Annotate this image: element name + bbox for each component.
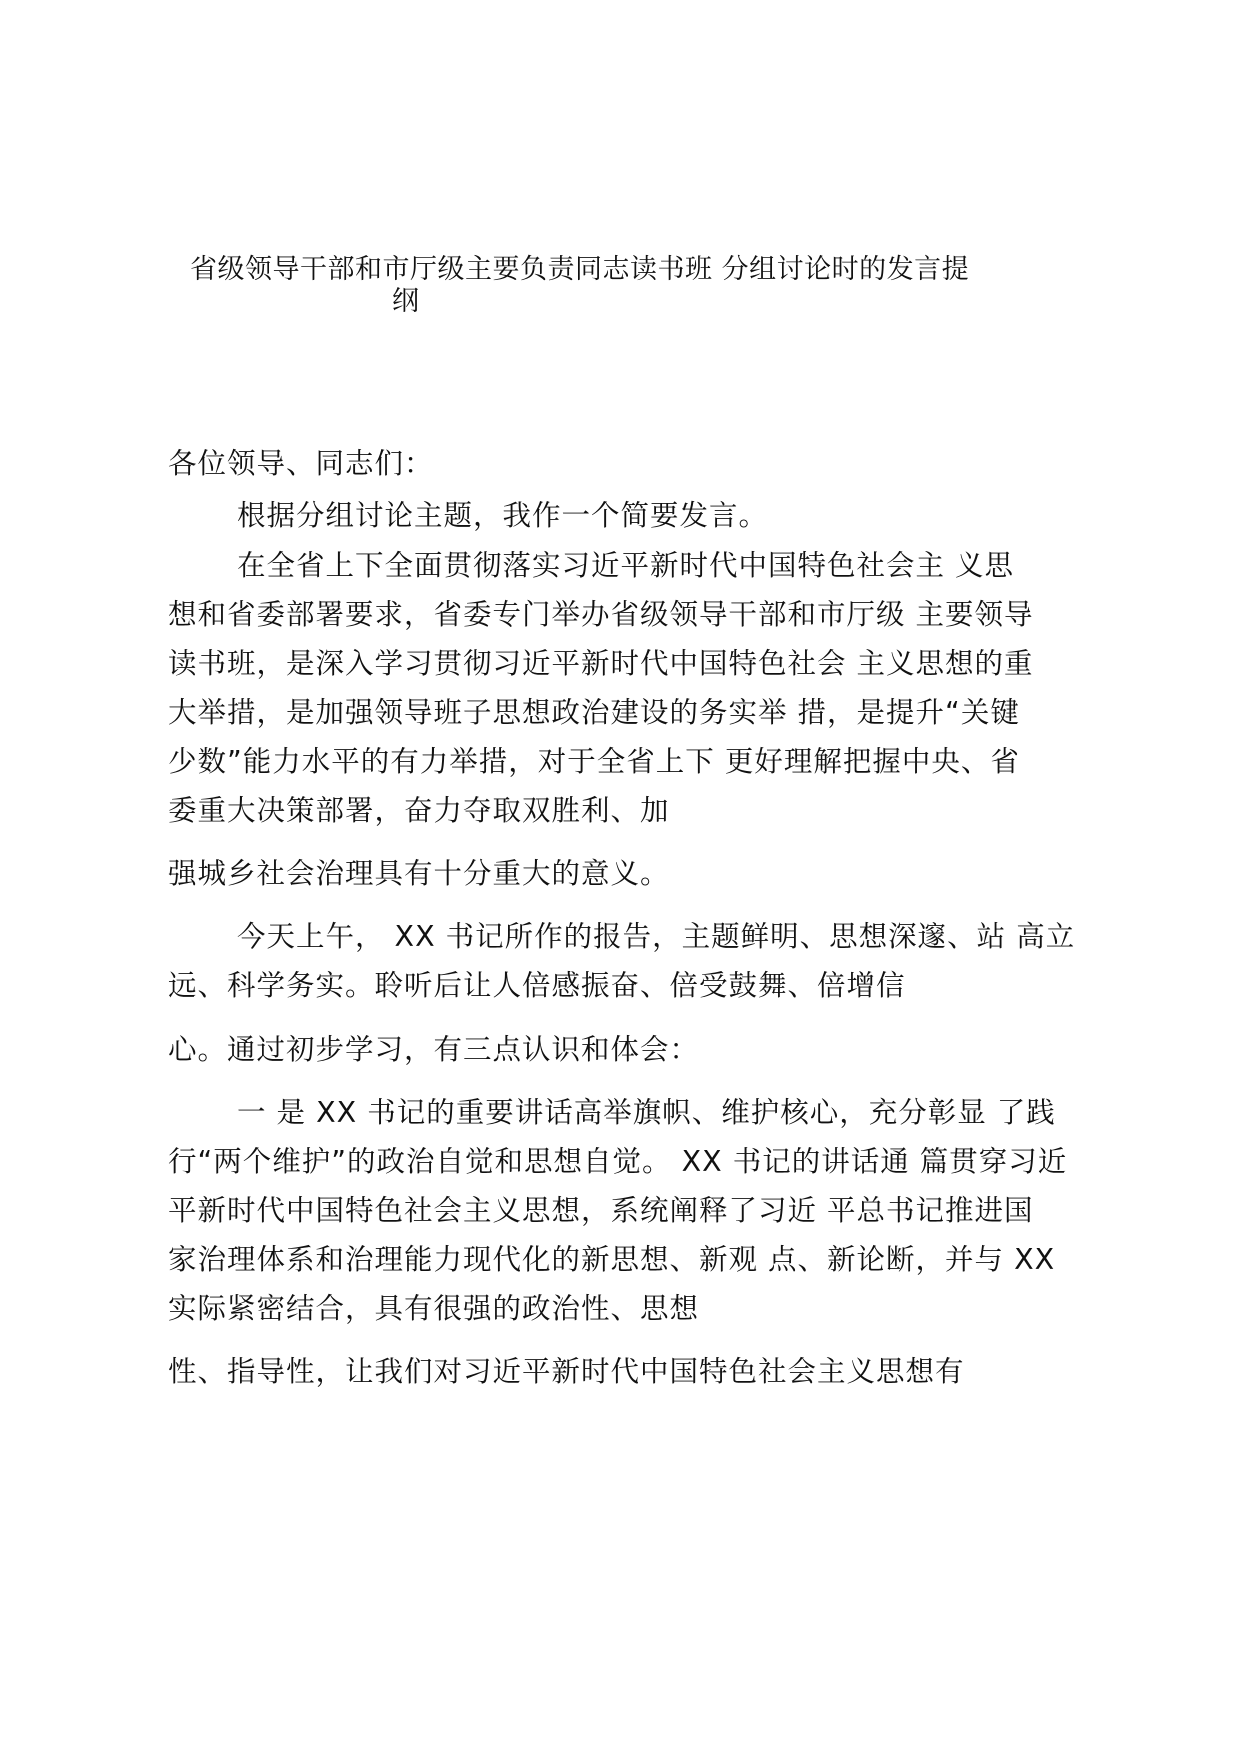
paragraph-line: 一 是 XX 书记的重要讲话高举旗帜、维护核心，充分彰显 了践 [237, 1096, 1056, 1129]
paragraph-intro: 根据分组讨论主题，我作一个简要发言。 [237, 499, 769, 532]
paragraph-line: 远、科学务实。聆听后让人倍感振奋、倍受鼓舞、倍增信 [168, 969, 906, 1002]
paragraph-line: 家治理体系和治理能力现代化的新思想、新观 点、新论断，并与 XX [168, 1243, 1056, 1276]
paragraph-line: 想和省委部署要求，省委专门举办省级领导干部和市厅级 主要领导 [168, 598, 1034, 631]
paragraph-line: 心。通过初步学习，有三点认识和体会： [168, 1033, 700, 1066]
paragraph-line: 性、指导性，让我们对习近平新时代中国特色社会主义思想有 [168, 1355, 965, 1388]
paragraph-line: 在全省上下全面贯彻落实习近平新时代中国特色社会主 义思 [237, 549, 1015, 582]
paragraph-line: 今天上午， XX 书记所作的报告，主题鲜明、思想深邃、站 高立 [237, 920, 1076, 953]
paragraph-line: 强城乡社会治理具有十分重大的意义。 [168, 857, 670, 890]
salutation: 各位领导、同志们： [168, 447, 434, 480]
document-title-line-1: 省级领导干部和市厅级主要负责同志读书班 分组讨论时的发言提 [190, 254, 970, 285]
paragraph-line: 少数”能力水平的有力举措，对于全省上下 更好理解把握中央、省 [168, 745, 1020, 778]
paragraph-line: 实际紧密结合，具有很强的政治性、思想 [168, 1292, 700, 1325]
paragraph-line: 行“两个维护”的政治自觉和思想自觉。 XX 书记的讲话通 篇贯穿习近 [168, 1145, 1068, 1178]
paragraph-line: 大举措，是加强领导班子思想政治建设的务实举 措，是提升“关键 [168, 696, 1020, 729]
paragraph-line: 委重大决策部署，奋力夺取双胜利、加 [168, 794, 670, 827]
paragraph-line: 平新时代中国特色社会主义思想，系统阐释了习近 平总书记推进国 [168, 1194, 1034, 1227]
paragraph-line: 读书班，是深入学习贯彻习近平新时代中国特色社会 主义思想的重 [168, 647, 1034, 680]
document-title-line-2: 纲 [392, 286, 420, 317]
